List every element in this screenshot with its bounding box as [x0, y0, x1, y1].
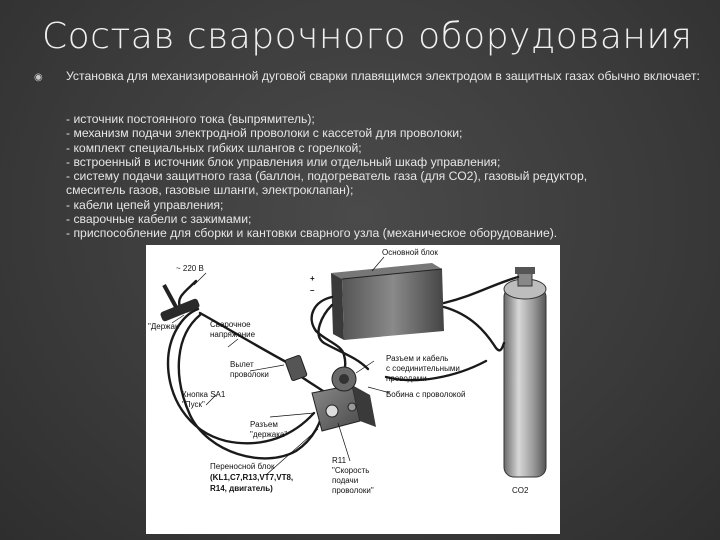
- label-voltage-in: ~ 220 В: [176, 264, 204, 273]
- list-item: - комплект специальных гибких шлангов с горелкой;: [66, 140, 362, 155]
- welding-setup-diagram: [146, 245, 560, 534]
- label-main-unit: Основной блок: [382, 248, 438, 257]
- wire-spool: [285, 355, 308, 381]
- portable-block: [312, 367, 376, 431]
- plus-sign: +: [310, 274, 315, 283]
- label-connector-cable: с соединительными: [386, 364, 460, 373]
- label-portable-block: R14, двигатель): [210, 484, 273, 493]
- label-holder-connector: Разъем: [250, 420, 278, 429]
- intro-text: Установка для механизированной дуговой сварки плавящимся электродом в защитных газах обычно включает:: [66, 69, 700, 83]
- label-start-button: "Пуск": [182, 400, 205, 409]
- list-item: смеситель газов, газовые шланги, электроклапан);: [66, 183, 354, 198]
- list-item: - источник постоянного тока (выпрямитель);: [66, 112, 315, 126]
- label-weld-voltage: напряжение: [210, 330, 256, 339]
- label-r11: R11: [332, 456, 347, 465]
- main-unit: [331, 263, 444, 340]
- label-co2: CO2: [512, 486, 529, 495]
- diagram-svg: [146, 245, 560, 534]
- label-start-button: Кнопка SA1: [182, 390, 226, 399]
- label-portable-block: Переносной блок: [210, 462, 275, 471]
- label-wire-out: проволоки: [230, 370, 269, 379]
- minus-sign: –: [310, 286, 315, 295]
- gas-cylinder: [504, 267, 546, 477]
- equipment-list: [66, 112, 706, 241]
- bullet-icon: ◉: [34, 72, 43, 83]
- label-connector-cable: Разъем и кабель: [386, 354, 449, 363]
- label-wire-out: Вылет: [230, 360, 254, 369]
- label-holder: "Держак": [148, 322, 182, 331]
- label-spool: Бобина с проволокой: [386, 390, 466, 399]
- list-item: - механизм подачи электродной проволоки с кассетой для проволоки;: [66, 126, 463, 141]
- list-item: - встроенный в источник блок управления или отдельный шкаф управления;: [66, 154, 501, 169]
- list-item: - систему подачи защитного газа (баллон, подогреватель газа (для СО2), газовый редуктор,: [66, 169, 588, 184]
- label-r11: "Скорость: [332, 466, 370, 475]
- list-item: - сварочные кабели с зажимами;: [66, 212, 252, 227]
- list-item: - кабели цепей управления;: [66, 197, 224, 212]
- label-r11: подачи: [332, 476, 359, 485]
- label-holder-connector: "держака": [250, 430, 288, 439]
- slide-title: Состав сварочного оборудования: [42, 16, 693, 57]
- label-connector-cable: проводами: [386, 374, 427, 383]
- label-weld-voltage: Сварочное: [210, 320, 251, 329]
- label-r11: проволоки": [332, 486, 374, 495]
- label-portable-block: (KL1,C7,R13,VT7,VT8,: [210, 473, 294, 482]
- list-item: - приспособление для сборки и кантовки сварного узла (механическое оборудование).: [66, 226, 558, 241]
